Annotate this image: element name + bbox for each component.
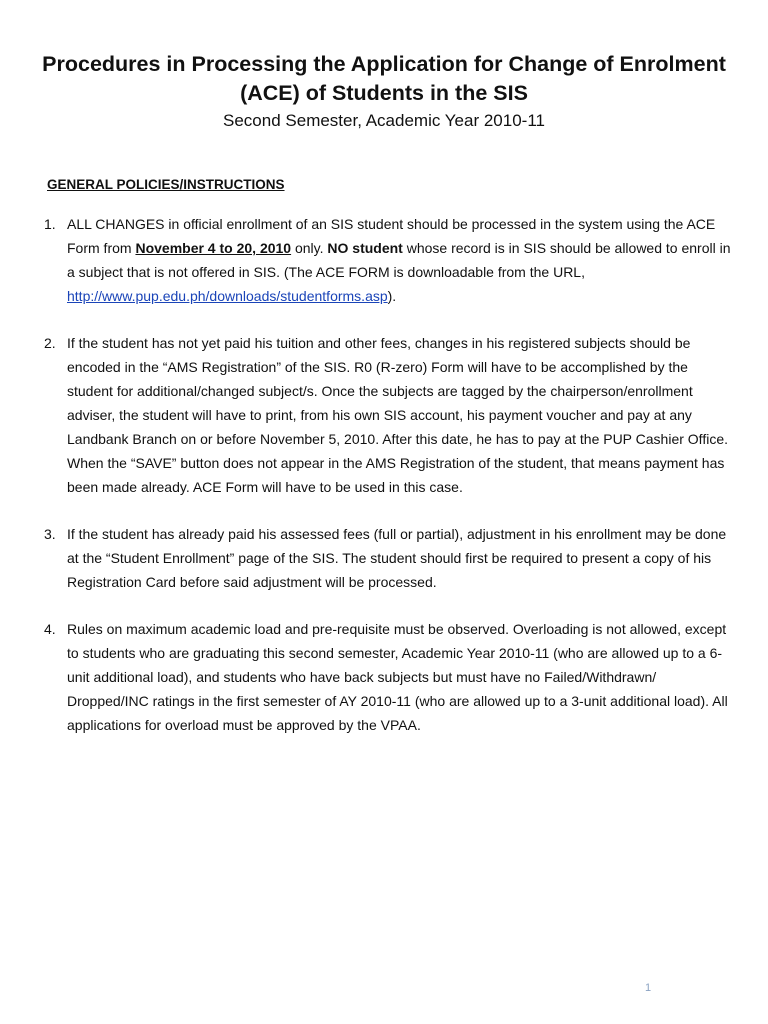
student-forms-link[interactable]: http://www.pup.edu.ph/downloads/studentforms.asp: [67, 288, 388, 304]
section-heading: GENERAL POLICIES/INSTRUCTIONS: [47, 177, 285, 192]
policy-item-1: [44, 212, 734, 308]
policy-item-3: [44, 522, 734, 594]
item-number: 4.: [44, 621, 56, 637]
item-text: only.: [291, 240, 328, 256]
item-text: If the student has already paid his assessed fees (full or partial), adjustment in his enrollment may be done at the “Student Enrollment” page of the SIS. The student should first be required to present a copy of his Registration Card before said adjustment will be processed.: [67, 526, 727, 590]
policy-list: [44, 212, 734, 760]
page-number: 1: [645, 982, 652, 994]
item-text: ).: [387, 288, 397, 304]
policy-item-4: [44, 617, 734, 737]
item-text: If the student has not yet paid his tuition and other fees, changes in his registered subjects should be encoded in the “AMS Registration” of the SIS. R0 (R-zero) Form will have to be accomplished by the student for additional/changed subject/s. Once the subjects are tagged by the chairperson/enrollment adviser, the student will have to print, from his own SIS account, his payment voucher and pay at any Landbank Branch on or before November 5, 2010. After this date, he has to pay at the PUP Cashier Office. When the “SAVE” button does not appear in the AMS Registration of the student, that means payment has been made already. ACE Form will have to be used in this case.: [67, 335, 728, 495]
enrollment-date-range: November 4 to 20, 2010: [135, 240, 292, 256]
policy-item-2: [44, 331, 734, 499]
item-text: whose record is in SIS should be allowed to enroll in a subject that is not offered in SIS. (The ACE FORM is downloadable from the URL,: [67, 240, 731, 280]
item-number: 2.: [44, 335, 56, 351]
item-text: Rules on maximum academic load and pre-requisite must be observed. Overloading is not allowed, except to students who are graduating this second semester, Academic Year 2010-11 (who are allowed up to a 6-unit additional load), and students who have back subjects but must have no Failed/Withdrawn/ Dropped/INC ratings in the first semester of AY 2010-11 (who are allowed up to a 3-unit additional load). All applications for overload must be approved by the VPAA.: [67, 621, 728, 733]
item-number: 1.: [44, 216, 56, 232]
document-title: Procedures in Processing the Application for Change of Enrolment (ACE) of Students in the SIS: [42, 52, 726, 105]
no-student-emphasis: NO student: [327, 240, 403, 256]
item-number: 3.: [44, 526, 56, 542]
document-subtitle: Second Semester, Academic Year 2010-11: [223, 111, 545, 130]
item-text: ALL CHANGES in official enrollment of an SIS student should be processed in the system using the ACE Form from: [67, 216, 716, 256]
